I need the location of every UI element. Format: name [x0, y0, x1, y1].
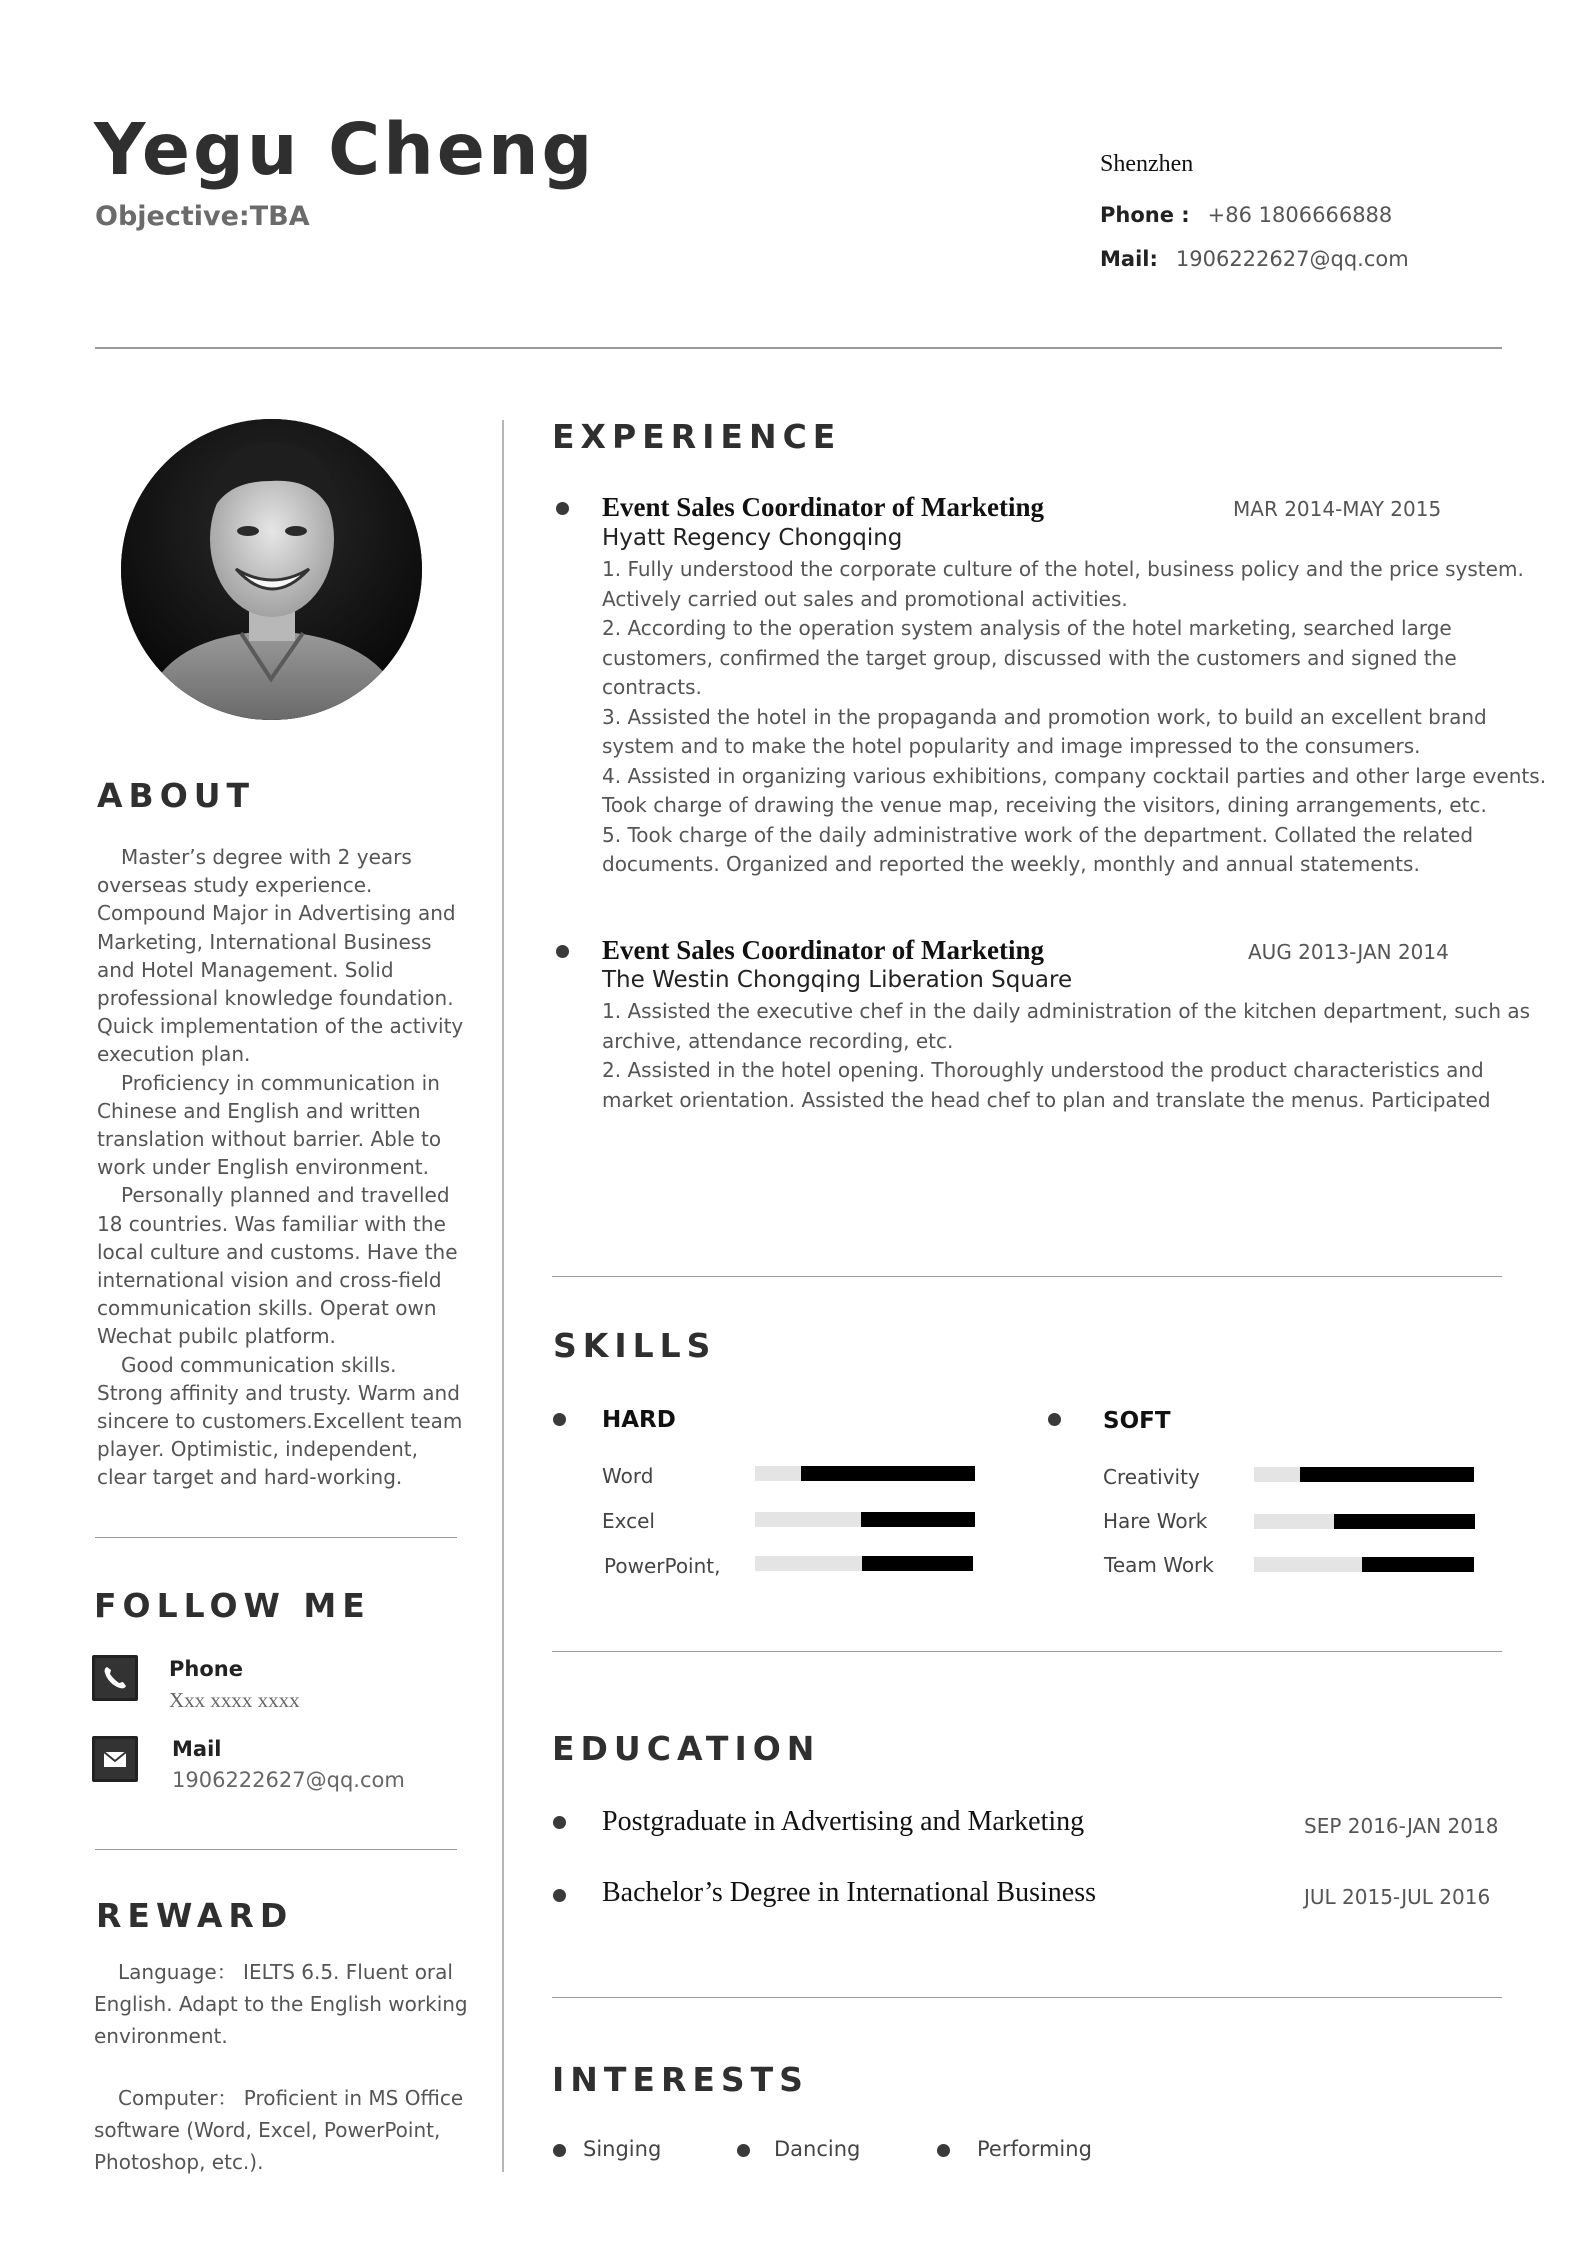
duty-line: system and to make the hotel popularity and image impressed to the consumers. — [602, 734, 1421, 758]
phone-icon-glyph — [95, 1658, 135, 1698]
experience-divider — [552, 1276, 1502, 1277]
skill-bar-fill — [861, 1512, 975, 1527]
skill-bar — [755, 1512, 975, 1527]
skill-bar — [1254, 1514, 1475, 1529]
contact-mail-value: 1906222627@qq.com — [1175, 247, 1409, 271]
about-title: ABOUT — [97, 776, 256, 815]
interests-title: INTERESTS — [552, 2060, 809, 2099]
interest-item: Dancing — [774, 2137, 861, 2161]
skill-name: Hare Work — [1103, 1509, 1208, 1533]
skill-bar — [1254, 1557, 1474, 1572]
skill-bar — [1254, 1467, 1474, 1482]
contact-phone — [1100, 203, 1392, 227]
about-text — [97, 843, 467, 1492]
job-title: Event Sales Coordinator of Marketing — [602, 492, 1044, 522]
duty-line: 1. Fully understood the corporate culture of the hotel, business policy and the price system. — [602, 557, 1524, 581]
job-date: MAR 2014-MAY 2015 — [1233, 497, 1442, 521]
education-title: EDUCATION — [552, 1729, 821, 1768]
contact-city: Shenzhen — [1100, 151, 1194, 177]
contact-mail-label: Mail: — [1100, 247, 1158, 271]
duty-line: 2. Assisted in the hotel opening. Thoroughly understood the product characteristics and — [602, 1058, 1484, 1082]
skills-title: SKILLS — [553, 1326, 717, 1365]
duty-line: documents. Organized and reported the weekly, monthly and annual statements. — [602, 852, 1420, 876]
skill-name: Creativity — [1103, 1465, 1200, 1489]
skill-bar-fill — [1362, 1557, 1474, 1572]
about-paragraph: Proficiency in communication in Chinese and English and written translation without barrier. Able to work under English environment. — [97, 1070, 442, 1180]
education-degree: Bachelor’s Degree in International Business — [602, 1877, 1097, 1908]
profile-photo — [121, 419, 422, 720]
skills-divider — [552, 1651, 1502, 1652]
bullet — [553, 1816, 566, 1829]
interest-item: Singing — [583, 2137, 662, 2161]
skill-bar — [755, 1556, 973, 1571]
follow-title: FOLLOW ME — [94, 1586, 371, 1625]
education-degree: Postgraduate in Advertising and Marketing — [602, 1806, 1085, 1837]
contact-mail — [1100, 247, 1409, 271]
follow-phone-label: Phone — [169, 1657, 243, 1681]
bullet — [553, 2144, 566, 2157]
skill-bar-fill — [1334, 1514, 1475, 1529]
skill-bar — [755, 1466, 975, 1481]
duty-line: 4. Assisted in organizing various exhibitions, company cocktail parties and other large events. — [602, 763, 1547, 788]
candidate-name: Yegu Cheng — [94, 108, 596, 191]
education-date: JUL 2015-JUL 2016 — [1304, 1885, 1491, 1909]
interest-item: Performing — [977, 2137, 1092, 2161]
skill-bar-fill — [801, 1466, 975, 1481]
phone-icon — [92, 1655, 138, 1701]
skill-name: Team Work — [1104, 1553, 1214, 1577]
skill-bar-fill — [862, 1556, 973, 1571]
column-divider — [502, 420, 504, 2172]
follow-phone-value: Xxx xxxx xxxx — [169, 1688, 300, 1712]
job-date: AUG 2013-JAN 2014 — [1248, 940, 1449, 964]
skills-soft-label: SOFT — [1103, 1408, 1171, 1434]
reward-paragraph: Computer： Proficient in MS Office software (Word, Excel, PowerPoint, Photoshop, etc.). — [94, 2086, 464, 2174]
duty-line: contracts. — [602, 675, 702, 699]
mail-icon — [92, 1736, 138, 1782]
duty-line: Took charge of drawing the venue map, receiving the visitors, dining arrangements, etc. — [602, 793, 1487, 817]
about-divider — [95, 1537, 457, 1538]
bullet — [556, 502, 569, 515]
follow-mail-label: Mail — [172, 1737, 222, 1761]
job-company: Hyatt Regency Chongqing — [602, 525, 903, 551]
reward-text-computer — [94, 2082, 474, 2178]
duty-line: 1. Assisted the executive chef in the daily administration of the kitchen department, such as — [602, 999, 1531, 1023]
reward-paragraph: Language： IELTS 6.5. Fluent oral English. Adapt to the English working environment. — [94, 1960, 468, 2048]
duty-line: customers, confirmed the target group, discussed with the customers and signed the — [602, 645, 1457, 670]
contact-phone-value: +86 1806666888 — [1207, 203, 1393, 227]
skill-name: PowerPoint, — [604, 1554, 721, 1578]
follow-mail-value: 1906222627@qq.com — [172, 1768, 405, 1792]
bullet — [553, 1413, 566, 1426]
about-paragraph: Master’s degree with 2 years overseas study experience. Compound Major in Advertising and Marketing, International Business and Hotel Management. Solid professional knowledge foundation. Quick implementation of the activity execution plan. — [97, 845, 464, 1067]
duty-line: archive, attendance recording, etc. — [602, 1028, 954, 1053]
mail-icon-glyph — [95, 1739, 135, 1779]
job-duties — [602, 555, 1546, 880]
duty-line: 3. Assisted the hotel in the propaganda and promotion work, to build an excellent brand — [602, 704, 1487, 729]
skill-bar-fill — [1300, 1467, 1474, 1482]
about-paragraph: Good communication skills. Strong affinity and trusty. Warm and sincere to customers.Excellent team player. Optimistic, independent, clear target and hard-working. — [97, 1352, 463, 1490]
objective: Objective:TBA — [95, 201, 310, 232]
about-paragraph: Personally planned and travelled 18 countries. Was familiar with the local culture and customs. Have the international vision and cross-field communication skills. Operat own Wechat pubilc platform. — [97, 1183, 458, 1349]
duty-line: 5. Took charge of the daily administrative work of the department. Collated the related — [602, 822, 1474, 847]
skill-name: Excel — [602, 1509, 655, 1533]
duty-line: market orientation. Assisted the head chef to plan and translate the menus. Participated — [602, 1087, 1491, 1112]
profile-photo-image — [121, 419, 422, 720]
job-duties — [602, 997, 1530, 1115]
bullet — [937, 2144, 950, 2157]
duty-line: 2. According to the operation system analysis of the hotel marketing, searched large — [602, 616, 1452, 640]
header-divider — [95, 347, 1502, 349]
skill-name: Word — [602, 1464, 654, 1488]
bullet — [1048, 1413, 1061, 1426]
bullet — [553, 1889, 566, 1902]
follow-divider — [95, 1849, 457, 1850]
reward-title: REWARD — [96, 1896, 294, 1935]
contact-phone-label: Phone : — [1100, 203, 1190, 227]
education-date: SEP 2016-JAN 2018 — [1304, 1814, 1499, 1838]
job-title: Event Sales Coordinator of Marketing — [602, 935, 1044, 965]
skills-hard-label: HARD — [602, 1407, 676, 1433]
reward-text — [94, 1956, 474, 2052]
job-company: The Westin Chongqing Liberation Square — [602, 967, 1073, 993]
bullet — [737, 2144, 750, 2157]
experience-title: EXPERIENCE — [552, 417, 842, 456]
bullet — [556, 945, 569, 958]
education-divider — [552, 1997, 1502, 1998]
duty-line: Actively carried out sales and promotional activities. — [602, 586, 1128, 611]
